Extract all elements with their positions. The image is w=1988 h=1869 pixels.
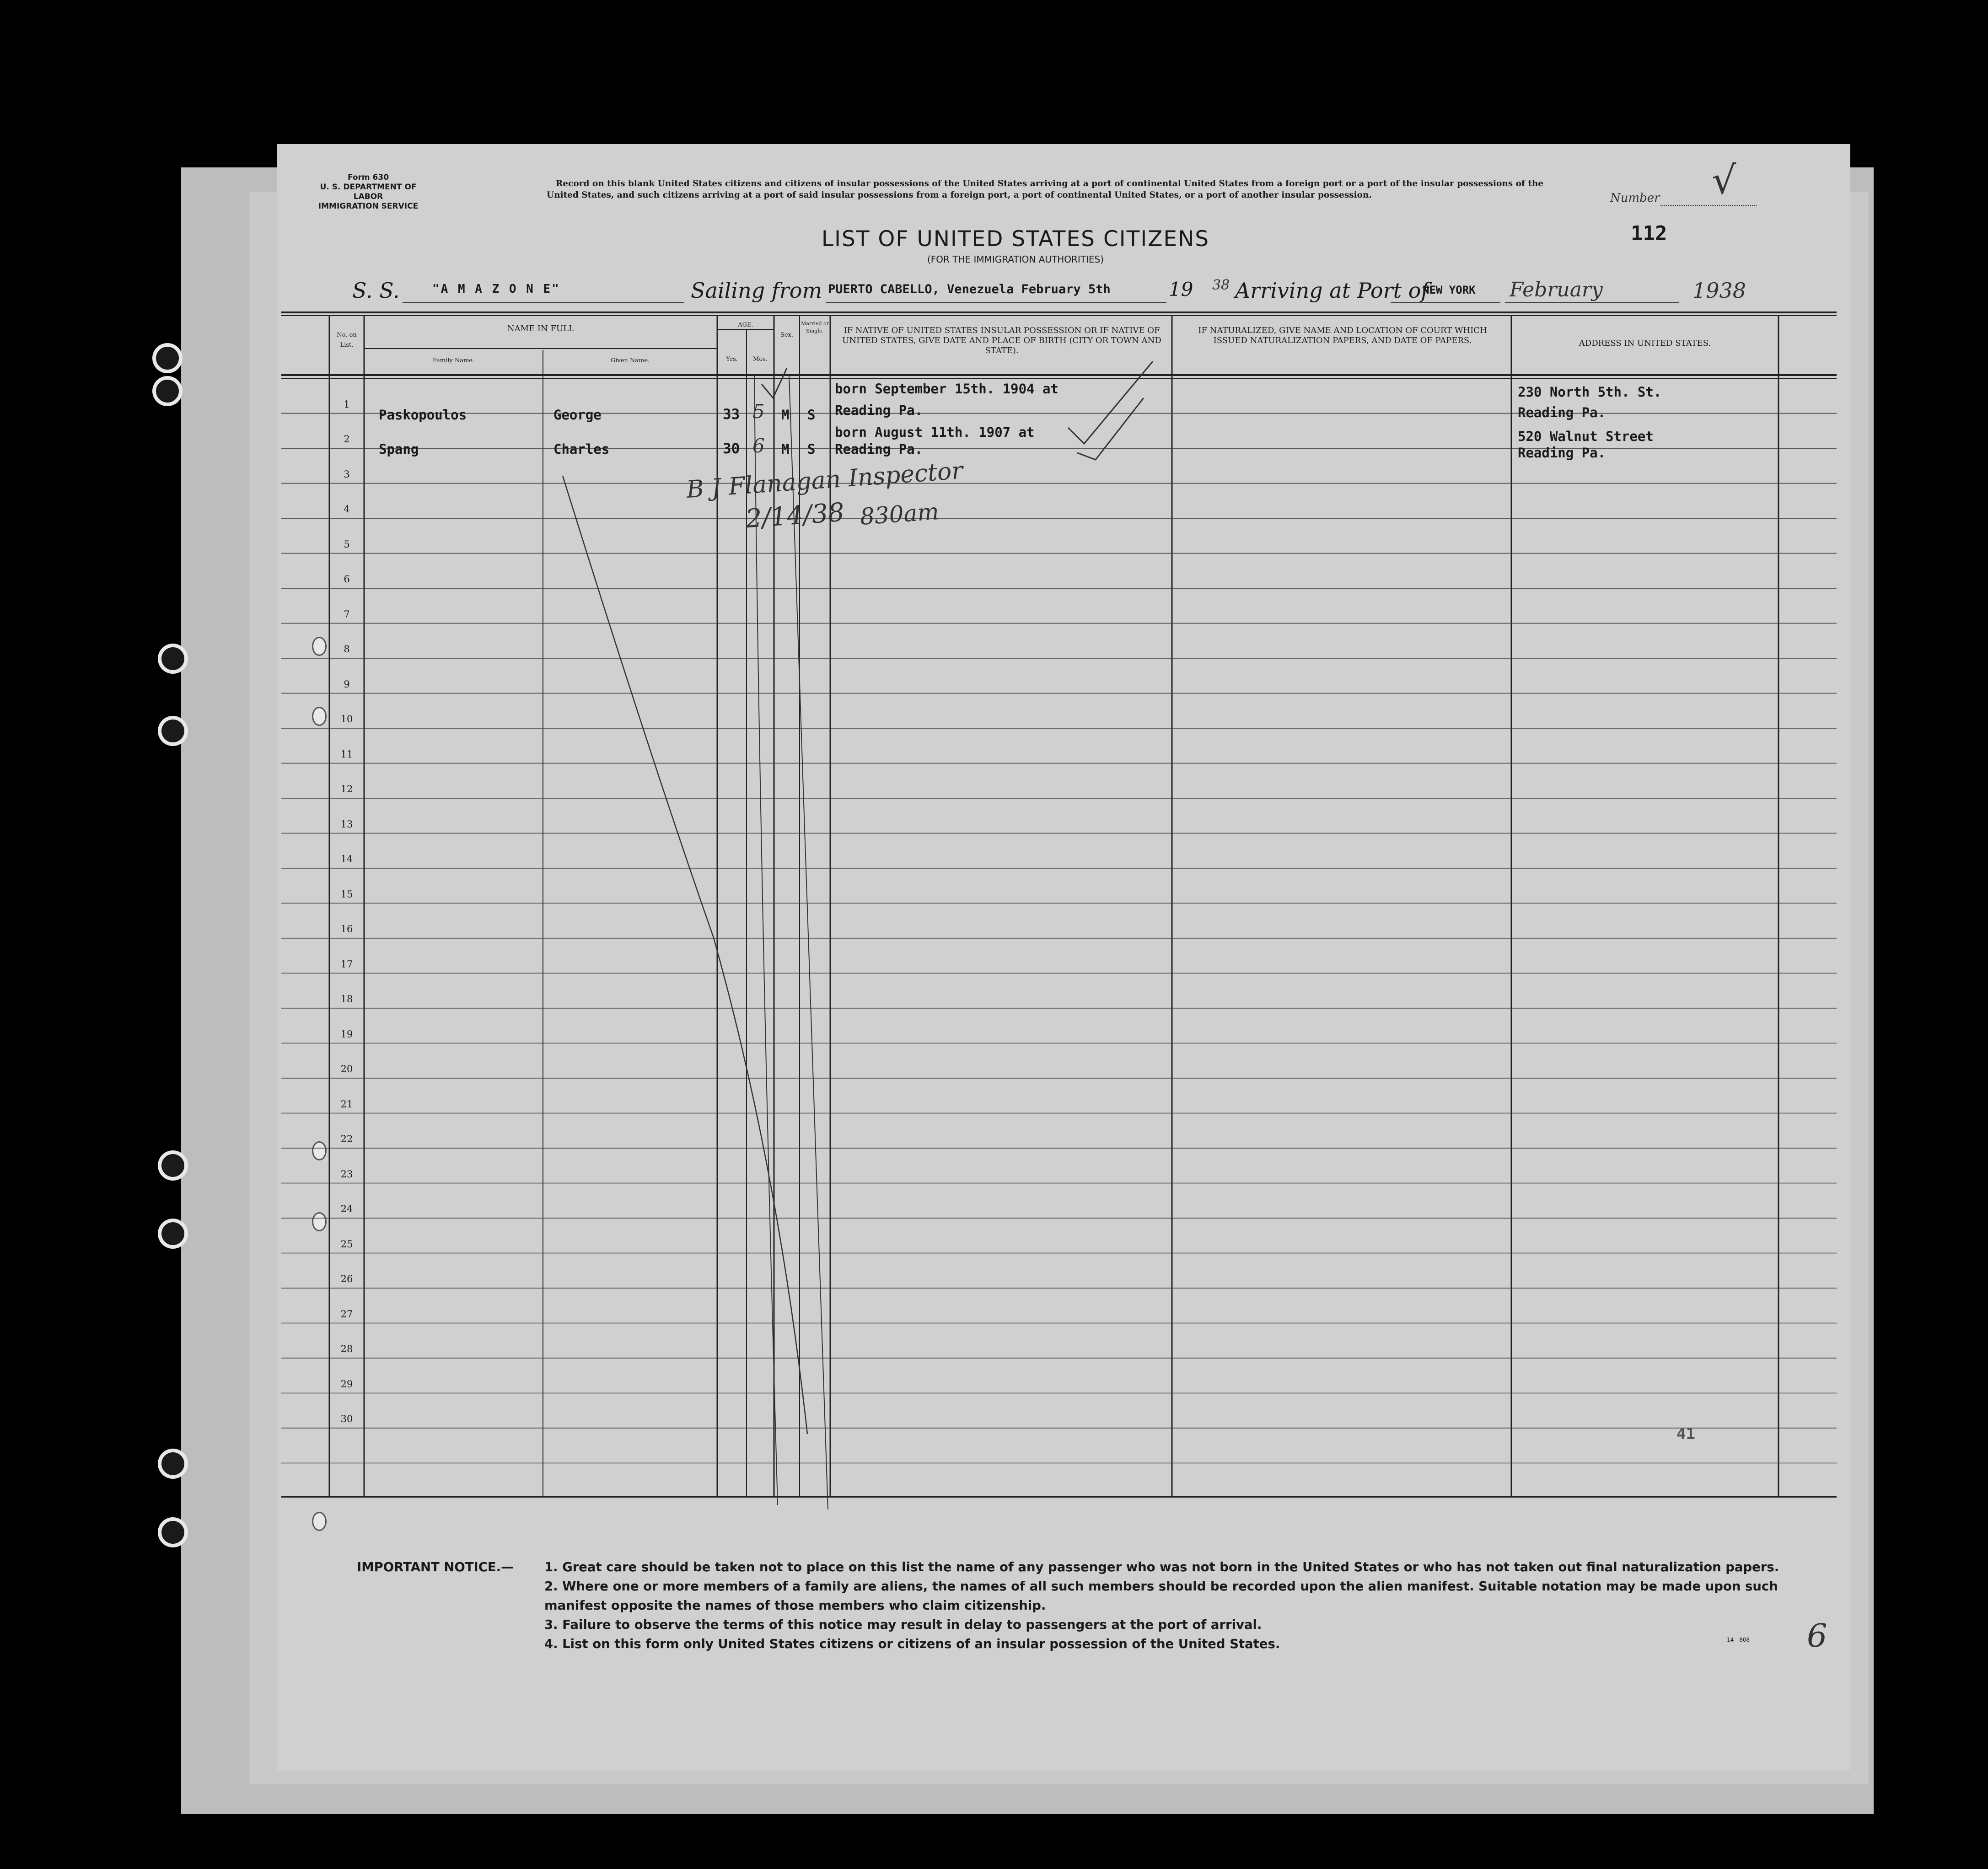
corner-number: 6 — [1807, 1617, 1827, 1654]
passenger-2-mos: 6 — [752, 435, 765, 457]
passenger-2-yrs: 30 — [723, 440, 740, 457]
important-notice — [357, 1558, 1821, 1654]
notice-item-1: 1. Great care should be taken not to place on this list the name of any passenger who was not born in the United States or who has not taken out final naturalization papers. — [544, 1560, 1779, 1574]
page-subtitle: (FOR THE IMMIGRATION AUTHORITIES) — [927, 254, 1104, 265]
col-header-native: IF NATIVE OF UNITED STATES INSULAR POSSESSION OR IF NATIVE OF UNITED STATES, GIVE DATE AND PLACE OF BIRTH (CITY OR TOWN AND STATE). — [842, 326, 1161, 355]
row-number: 24 — [340, 1203, 353, 1214]
row-number: 14 — [340, 854, 353, 865]
passenger-1-birth-line2: Reading Pa. — [835, 403, 923, 418]
col-header-age: AGE. — [738, 322, 753, 328]
row-number: 22 — [340, 1133, 353, 1144]
arriving-port: NEW YORK — [1423, 284, 1476, 296]
inspection-date: 2/14/38 — [744, 497, 845, 534]
row-number: 18 — [340, 994, 353, 1004]
arrival-year: 1938 — [1692, 278, 1746, 303]
form-code: 14—808 — [1727, 1637, 1750, 1643]
row-number: 16 — [340, 924, 353, 934]
passenger-2-sex: M — [781, 441, 790, 457]
passenger-2-address-line1: 520 Walnut Street — [1518, 429, 1654, 444]
row-number: 26 — [340, 1273, 353, 1284]
passenger-1-mos: 5 — [752, 400, 765, 423]
row-number: 8 — [344, 644, 350, 655]
arrival-month: February — [1510, 278, 1603, 301]
notice-item-4: 4. List on this form only United States citizens or citizens of an insular possession of the United States. — [544, 1637, 1280, 1651]
ss-label: S. S. — [352, 278, 400, 303]
row-number: 17 — [340, 958, 353, 970]
row-number: 10 — [340, 714, 353, 725]
row-number: 4 — [344, 504, 350, 515]
form-number: Form 630 — [347, 173, 389, 182]
col-header-naturalized: IF NATURALIZED, GIVE NAME AND LOCATION OF COURT WHICH ISSUED NATURALIZATION PAPERS, AND DATE OF PAPERS. — [1198, 326, 1487, 345]
notice-item-2: 2. Where one or more members of a family are aliens, the names of all such members should be recorded upon the alien manifest. Suitable notation may be made upon such manifest opposite the names of those members who claim citizenship. — [544, 1579, 1778, 1613]
col-header-no: No. on List. — [337, 332, 357, 349]
sailing-from-label: Sailing from — [691, 278, 822, 303]
sailing-from: PUERTO CABELLO, Venezuela February 5th — [828, 282, 1111, 296]
passenger-2-marital: S — [807, 441, 816, 457]
service-name: IMMIGRATION SERVICE — [318, 202, 419, 211]
row-number: 1 — [344, 398, 350, 410]
col-header-name: NAME IN FULL — [507, 324, 575, 333]
check-mark — [1077, 398, 1144, 460]
row-number: 12 — [340, 784, 353, 795]
row-number: 28 — [340, 1343, 353, 1354]
cancellation-stroke — [563, 476, 807, 1434]
notice-item-3: 3. Failure to observe the terms of this notice may result in delay to passengers at the port of arrival. — [544, 1617, 1262, 1632]
col-header-yrs: Yrs. — [726, 356, 738, 363]
row-number: 19 — [340, 1028, 353, 1040]
row-number: 11 — [340, 748, 353, 760]
row-number: 2 — [344, 434, 350, 445]
passenger-2-birth-line1: born August 11th. 1907 at — [835, 424, 1035, 440]
row-number: 21 — [340, 1098, 353, 1110]
passenger-2-address-line2: Reading Pa. — [1518, 445, 1606, 461]
pen-line — [789, 375, 828, 1509]
row-number: 29 — [340, 1378, 353, 1390]
col-header-given: Given Name. — [610, 357, 650, 364]
page-title: LIST OF UNITED STATES CITIZENS — [821, 226, 1210, 252]
row-number: 6 — [344, 574, 350, 585]
year-prefix: 19 — [1169, 278, 1193, 301]
row-number: 7 — [344, 608, 350, 620]
passenger-1-address-line1: 230 North 5th. St. — [1518, 384, 1662, 400]
notice-heading: IMPORTANT NOTICE.— — [357, 1560, 514, 1574]
year-suffix: 38 — [1212, 277, 1230, 293]
notice-item-row — [357, 1558, 1821, 1577]
passenger-1-given-name: George — [553, 407, 602, 423]
inspection-time: 830am — [859, 498, 940, 530]
passenger-1-family-name: Paskopoulos — [379, 407, 467, 423]
passenger-1-sex: M — [781, 407, 790, 423]
ship-name: "A M A Z O N E" — [432, 282, 560, 296]
row-number: 9 — [344, 678, 350, 690]
number-checkmark: √ — [1712, 158, 1736, 203]
passenger-2-family-name: Spang — [379, 441, 419, 457]
row-number: 25 — [340, 1238, 353, 1250]
record-instructions: Record on this blank United States citizens and citizens of insular possessions of the United States arriving at a port of continental United States from a foreign port or a port of the insular possessions of the United States, and such citizens arriving at a port of said insular possessions from a foreign port, a port of continental United States, or a port of another insular possession. — [547, 179, 1544, 200]
passenger-2-given-name: Charles — [553, 441, 610, 457]
col-header-mos: Mos. — [753, 356, 768, 363]
row-number: 23 — [340, 1168, 353, 1180]
passenger-2-birth-line2: Reading Pa. — [835, 441, 923, 457]
col-header-marital: Married or Single. — [801, 321, 829, 334]
passenger-1-address-line2: Reading Pa. — [1518, 405, 1606, 420]
col-header-family: Family Name. — [432, 357, 475, 364]
row-number: 15 — [340, 888, 353, 900]
row-number: 13 — [340, 818, 353, 830]
row-number: 20 — [340, 1063, 353, 1074]
page-count: 41 — [1676, 1425, 1695, 1443]
passenger-1-birth-line1: born September 15th. 1904 at — [835, 381, 1058, 397]
inspector-signature: B J Flanagan Inspector — [685, 457, 964, 504]
col-header-address: ADDRESS IN UNITED STATES. — [1579, 338, 1711, 348]
row-number: 3 — [344, 468, 350, 480]
row-number: 27 — [340, 1308, 353, 1320]
arriving-label: Arriving at Port of — [1235, 278, 1429, 303]
passenger-1-yrs: 33 — [723, 406, 740, 423]
passenger-1-marital: S — [807, 407, 816, 423]
col-header-sex: Sex. — [780, 332, 794, 338]
row-number: 5 — [344, 538, 350, 550]
list-number: 112 — [1631, 222, 1667, 245]
row-number: 30 — [340, 1413, 353, 1424]
department-name: U. S. DEPARTMENT OF LABOR — [320, 183, 417, 201]
number-label: Number — [1610, 191, 1660, 205]
